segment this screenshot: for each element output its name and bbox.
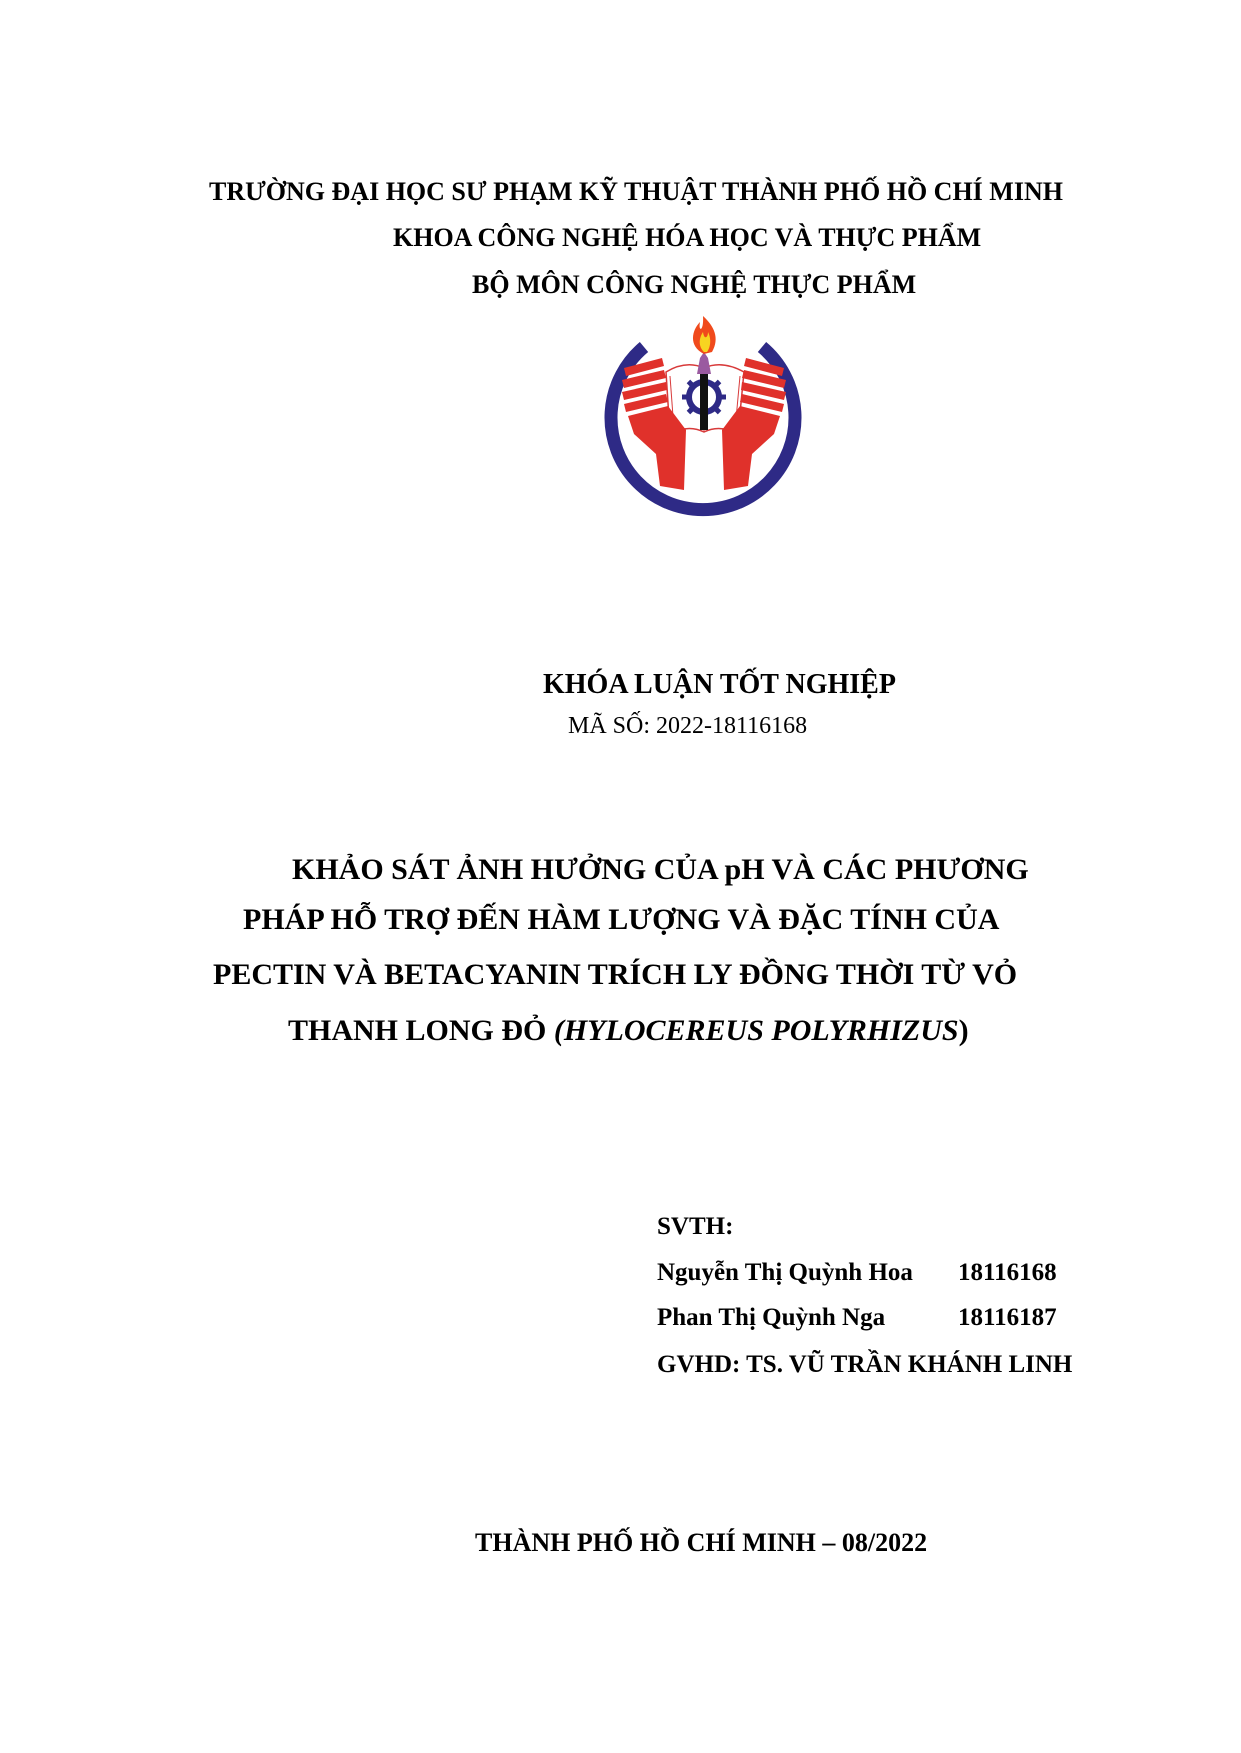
place-and-date: THÀNH PHỐ HỒ CHÍ MINH – 08/2022 — [475, 1528, 928, 1557]
thesis-code: MÃ SỐ: 2022-18116168 — [568, 713, 808, 739]
thesis-title-line-2: PHÁP HỖ TRỢ ĐẾN HÀM LƯỢNG VÀ ĐẶC TÍNH CỦA — [243, 903, 1000, 936]
thesis-title-line-4 — [288, 1016, 969, 1046]
student-id: 18116168 — [958, 1259, 1057, 1286]
thesis-title-line-3: PECTIN VÀ BETACYANIN TRÍCH LY ĐỒNG THỜI TỪ VỎ — [213, 958, 1018, 991]
advisor: GVHD: TS. VŨ TRẦN KHÁNH LINH — [657, 1351, 1073, 1378]
student-name: Nguyễn Thị Quỳnh Hoa — [657, 1259, 913, 1286]
department-name: BỘ MÔN CÔNG NGHỆ THỰC PHẨM — [472, 270, 917, 299]
student-id: 18116187 — [958, 1304, 1057, 1331]
thesis-title-line-4-suffix: ) — [958, 1014, 969, 1047]
thesis-title-line-1: KHẢO SÁT ẢNH HƯỞNG CỦA pH VÀ CÁC PHƯƠNG — [292, 853, 1029, 886]
students-label: SVTH: — [657, 1213, 734, 1240]
university-logo-icon — [604, 312, 804, 522]
thesis-type: KHÓA LUẬN TỐT NGHIỆP — [543, 669, 896, 700]
faculty-name: KHOA CÔNG NGHỆ HÓA HỌC VÀ THỰC PHẨM — [393, 223, 982, 252]
scientific-name: (HYLOCEREUS POLYRHIZUS — [553, 1014, 959, 1047]
university-name: TRƯỜNG ĐẠI HỌC SƯ PHẠM KỸ THUẬT THÀNH PHỐ HỒ CHÍ MINH — [209, 177, 1063, 206]
thesis-title-line-4-prefix: THANH LONG ĐỎ — [288, 1014, 554, 1047]
student-name: Phan Thị Quỳnh Nga — [657, 1304, 886, 1331]
